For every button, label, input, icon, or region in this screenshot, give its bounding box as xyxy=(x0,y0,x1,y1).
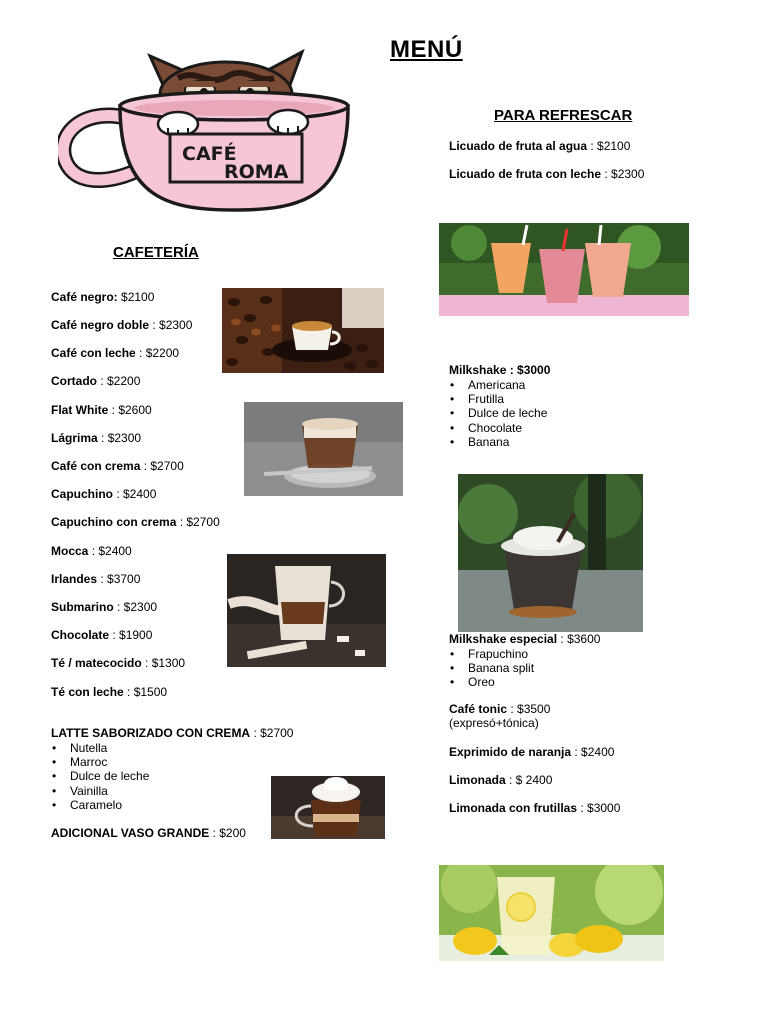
menu-item: Café con leche : $2200 xyxy=(51,346,180,360)
menu-item: Capuchino : $2400 xyxy=(51,487,157,501)
irish-coffee-photo xyxy=(227,554,386,667)
adicional-item: ADICIONAL VASO GRANDE : $200 xyxy=(51,826,246,840)
latte-item: LATTE SABORIZADO CON CREMA : $2700 xyxy=(51,726,294,740)
list-item: • Caramelo xyxy=(51,798,149,812)
menu-item: Licuado de fruta con leche : $2300 xyxy=(449,167,645,181)
cafeteria-heading: CAFETERÍA xyxy=(113,244,199,261)
menu-item: Flat White : $2600 xyxy=(51,403,152,417)
page-title: MENÚ xyxy=(390,36,463,63)
frappe-photo xyxy=(458,474,643,632)
menu-item: Limonada : $ 2400 xyxy=(449,773,553,787)
menu-item: Irlandes : $3700 xyxy=(51,572,141,586)
list-item: • Vainilla xyxy=(51,784,149,798)
list-item: • Banana xyxy=(449,435,547,449)
menu-item: Limonada con frutillas : $3000 xyxy=(449,801,621,815)
menu-item: Capuchino con crema : $2700 xyxy=(51,515,220,529)
smoothies-photo xyxy=(439,223,689,316)
menu-item: Exprimido de naranja : $2400 xyxy=(449,745,615,759)
menu-item: Chocolate : $1900 xyxy=(51,628,153,642)
refrescar-heading: PARA REFRESCAR xyxy=(494,107,633,124)
logo-line-1: CAFÉ xyxy=(182,143,237,165)
menu-item: Cortado : $2200 xyxy=(51,374,141,388)
list-item: • Frutilla xyxy=(449,392,547,406)
list-item: • Frapuchino xyxy=(449,647,534,661)
menu-item: Café negro doble : $2300 xyxy=(51,318,193,332)
lemonade-photo xyxy=(439,865,664,961)
list-item: • Chocolate xyxy=(449,421,547,435)
milkshake-especial-item: Milkshake especial : $3600 xyxy=(449,632,601,646)
list-item: • Oreo xyxy=(449,675,534,689)
menu-item: Café con crema : $2700 xyxy=(51,459,184,473)
cafe-tonic-item: Café tonic : $3500 xyxy=(449,702,551,716)
menu-item: Té con leche : $1500 xyxy=(51,685,168,699)
logo-line-2: ROMA xyxy=(224,161,289,183)
latte-cream-photo xyxy=(271,776,385,839)
list-item: • Banana split xyxy=(449,661,534,675)
list-item: • Americana xyxy=(449,378,547,392)
menu-item: Licuado de fruta al agua : $2100 xyxy=(449,139,631,153)
list-item: • Dulce de leche xyxy=(449,406,547,420)
coffee-beans-photo xyxy=(222,288,384,373)
list-item: • Dulce de leche xyxy=(51,769,149,783)
menu-item: Té / matecocido : $1300 xyxy=(51,656,186,670)
menu-item: Submarino : $2300 xyxy=(51,600,158,614)
latte-flavors xyxy=(51,741,149,812)
list-item: • Nutella xyxy=(51,741,149,755)
milkshake-item: Milkshake : $3000 xyxy=(449,363,551,377)
milkshake-flavors xyxy=(449,378,547,449)
milkshake-especial-flavors xyxy=(449,647,534,690)
cappuccino-photo xyxy=(244,402,403,496)
cafe-tonic-note: (expresó+tónica) xyxy=(449,716,539,730)
list-item: • Marroc xyxy=(51,755,149,769)
cafe-roma-logo xyxy=(58,48,354,216)
menu-item: Café negro: $2100 xyxy=(51,290,155,304)
menu-item: Lágrima : $2300 xyxy=(51,431,142,445)
menu-item: Mocca : $2400 xyxy=(51,544,132,558)
